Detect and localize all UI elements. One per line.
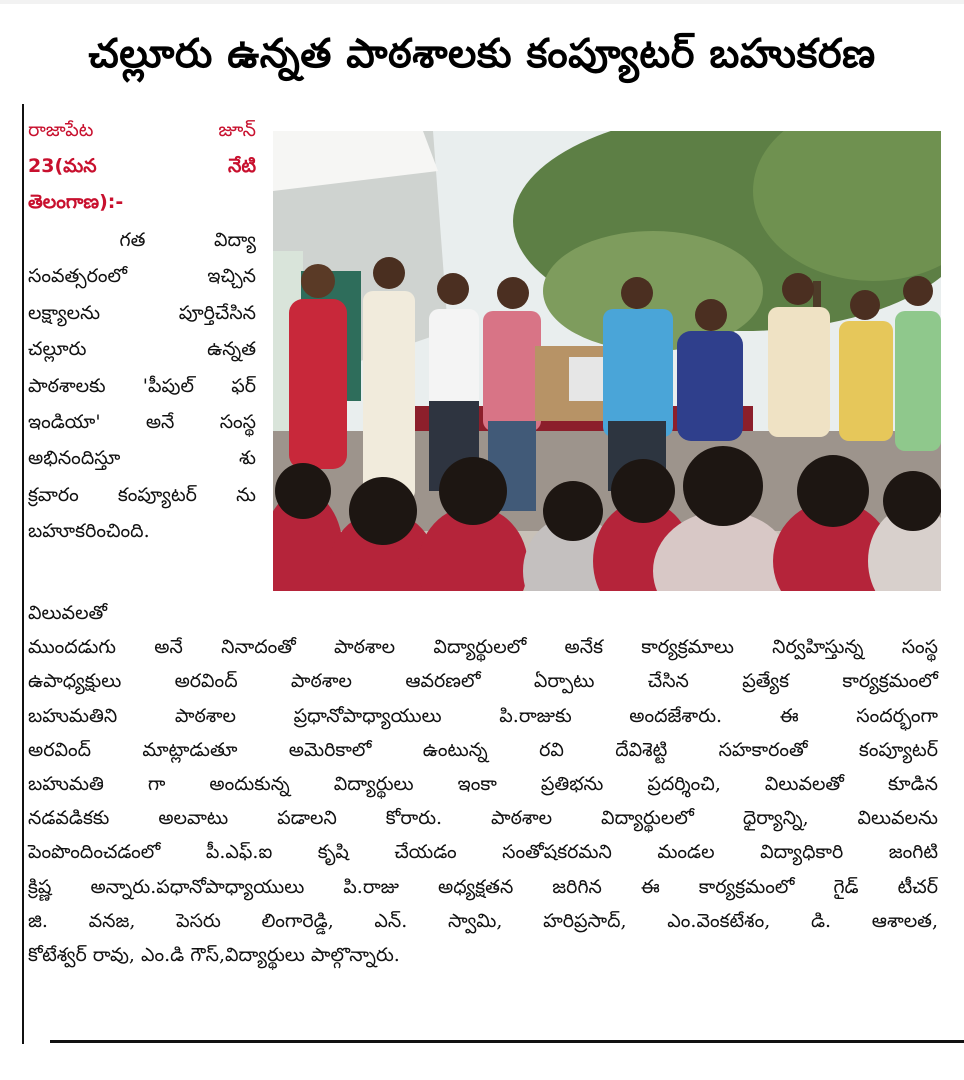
body-line: విలువలతో (28, 602, 108, 624)
left-line: ఇండియా' అనే సంస్థ (28, 411, 256, 434)
dateline-place: రాజాపేట (28, 119, 94, 141)
left-line: సంవత్సరంలో ఇచ్చిన (28, 265, 256, 288)
body-line: అరవింద్ మాట్లాడుతూ అమెరికాలో ఉంటున్న రవి దేవిశెట్టి సహకారంతో కంప్యూటర్ (28, 738, 938, 761)
top-rule (0, 0, 964, 4)
body-line: ముందడుగు అనే నినాదంతో పాఠశాల విద్యార్థులలో అనేక కార్యక్రమాలు నిర్వహిస్తున్న సంస్థ (28, 636, 938, 659)
left-line: అభినందిస్తూ శు (28, 447, 256, 470)
photo-illustration (273, 131, 941, 591)
dateline-source-word: నేటి (227, 155, 256, 177)
dateline-month: జూన్ (218, 119, 256, 141)
left-line: లక్ష్యాలను పూర్తిచేసిన (28, 301, 256, 324)
dateline (28, 112, 256, 220)
body-line: నడవడికకు అలవాటు పడాలని కోరారు. పాఠశాల విద్యార్థులలో ధైర్యాన్ని, విలువలను (28, 807, 938, 830)
body-line: ఉపాధ్యక్షులు అరవింద్ పాఠశాల ఆవరణలో ఏర్పాటు చేసిన ప్రత్యేక కార్యక్రమంలో (28, 670, 938, 693)
body-line: కోటేశ్వర్ రావు, ఎం.డి గౌస్,విద్యార్థులు పాల్గొన్నారు. (28, 944, 400, 967)
left-line: చల్లూరు ఉన్నత (28, 338, 256, 361)
dateline-row-1 (28, 112, 256, 148)
article-body (28, 596, 938, 972)
news-photo (273, 131, 941, 591)
column-left-border (22, 104, 24, 1044)
dateline-day-source: 23(మన (28, 155, 97, 177)
left-line: పాఠశాలకు 'పీపుల్ ఫర్ (28, 374, 256, 397)
body-line: పెంపొందించడంలో పీ.ఎఫ్.ఐ కృషి చేయడం సంతోషకరమని మండల విద్యాధికారి జంగిటి (28, 841, 938, 864)
headline: చల్లూరు ఉన్నత పాఠశాలకు కంప్యూటర్ బహుకరణ (88, 31, 876, 77)
left-line: క్రవారం కంప్యూటర్ ను (28, 483, 256, 506)
bottom-rule (50, 1040, 964, 1043)
body-line: బహుమతి గా అందుకున్న విద్యార్థులు ఇంకా ప్రతిభను ప్రదర్శించి, విలువలతో కూడిన (28, 773, 938, 796)
dateline-row-3 (28, 184, 256, 220)
left-column-text (28, 222, 256, 550)
dateline-source-end: తెలంగాణ):- (28, 191, 124, 213)
body-line: బహుమతిని పాఠశాల ప్రధానోపాధ్యాయులు పి.రాజుకు అందజేశారు. ఈ సందర్భంగా (28, 704, 938, 727)
body-line: క్రిష్ణ అన్నారు.పధానోపాధ్యాయులు పి.రాజు అధ్యక్షతన జరిగిన ఈ కార్యక్రమంలో గైడ్ టీచర్ (28, 875, 938, 898)
left-line: బహూకరించింది. (28, 520, 150, 543)
dateline-row-2 (28, 148, 256, 184)
body-line: జి. వనజ, పెసరు లింగారెడ్డి, ఎన్. స్వామి, హరిప్రసాద్, ఎం.వెంకటేశం, డి. ఆశాలత, (28, 909, 938, 932)
left-line: గత విద్యా (28, 229, 256, 251)
